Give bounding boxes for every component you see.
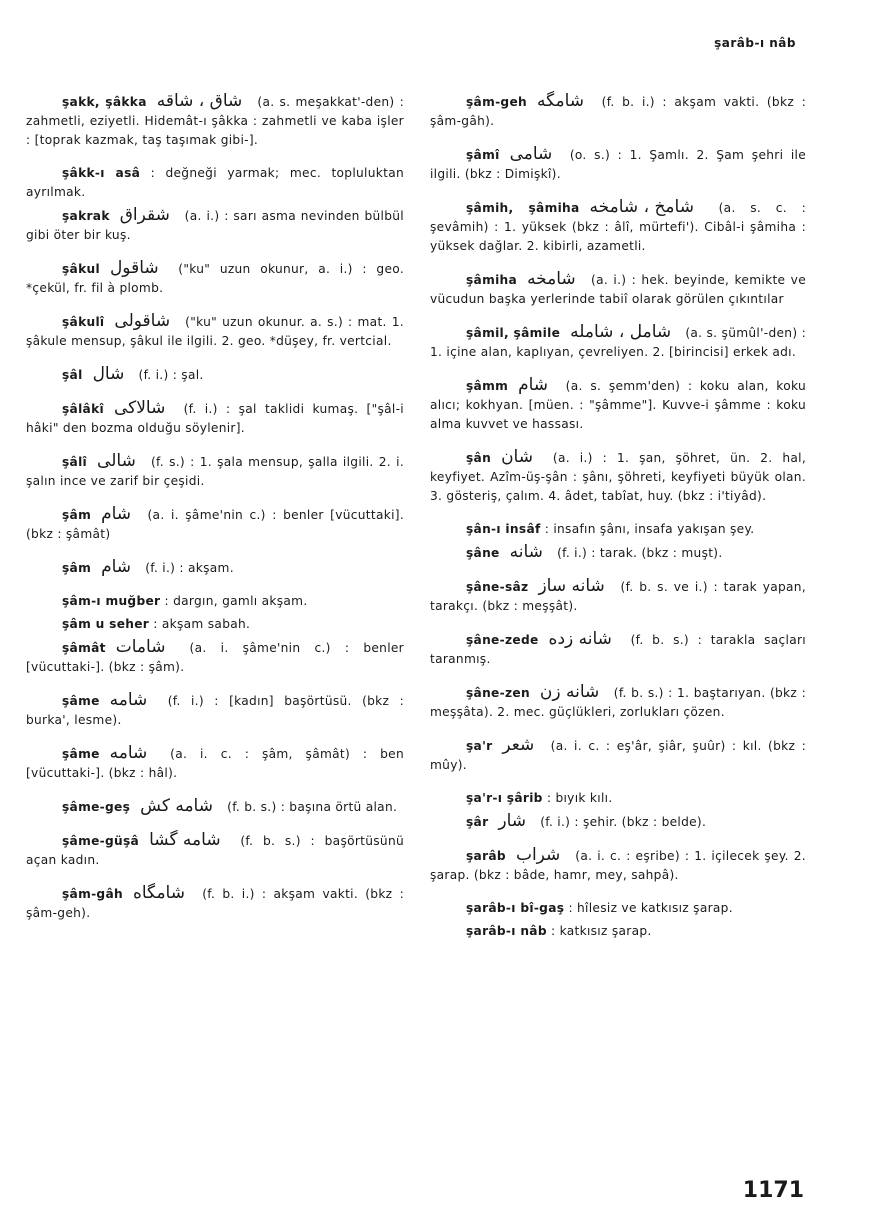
dictionary-entry (430, 577, 806, 616)
entry-definition: ("ku" uzun okunur. a. s.) : mat. 1. şâkule mensup, şâkul ile ilgili. 2. geo. *düşey, fr. vertcial. (26, 315, 404, 348)
entry-headword: şân-ı insâf (466, 522, 541, 536)
entry-arabic-script: شامه (109, 743, 148, 763)
entry-definition: (a. s. meşakkat'-den) : zahmetli, eziyetli. Hidemât-ı şâkka : zahmetli ve kaba işler : [toprak kazmak, taş taşımak gibi-]. (26, 95, 404, 147)
entry-arabic-script: شامگاه (132, 883, 185, 903)
dictionary-entry (26, 452, 404, 491)
entry-definition: (f. b. s.) : başına örtü alan. (222, 800, 398, 814)
dictionary-entry (430, 630, 806, 669)
entry-definition: (a. i. c. : şâm, şâmât) : ben [vücuttaki-]. (bkz : hâl). (26, 747, 404, 780)
entry-definition: (f. b. s.) : tarakla saçları taranmış. (430, 633, 806, 666)
entry-headword: şâmil, şâmile (466, 326, 561, 340)
entry-headword: şâm (62, 561, 92, 575)
entry-headword: şâne (466, 546, 500, 560)
dictionary-entry (430, 92, 806, 131)
entry-headword: şâlâkî (62, 402, 104, 416)
right-column (430, 92, 806, 945)
entry-definition: (a. i. şâme'nin c.) : benler [vücuttaki-]. (bkz : şâm). (26, 641, 404, 674)
entry-headword: şâkul (62, 262, 100, 276)
entry-headword: şarâb-ı nâb (466, 924, 547, 938)
entry-arabic-script: شام (101, 504, 132, 524)
entry-headword: şâlî (62, 455, 88, 469)
entry-arabic-script: شاقولى (114, 311, 171, 331)
dictionary-entry (430, 198, 806, 256)
dictionary-entry (430, 789, 806, 808)
entry-arabic-script: شام (101, 557, 132, 577)
entry-arabic-script: شراب (515, 845, 561, 865)
entry-arabic-script: شامخ ، شامخه (589, 197, 694, 217)
entry-definition: : katkısız şarap. (546, 924, 652, 938)
entry-definition: (f. i.) : [kadın] başörtüsü. (bkz : burka', lesme). (26, 694, 404, 727)
entry-headword: şarâb-ı bî-gaş (466, 901, 565, 915)
entry-headword: şarâb (466, 849, 506, 863)
entry-headword: şâme-geş (62, 800, 131, 814)
entry-headword: şân (466, 451, 492, 465)
dictionary-entry (430, 812, 806, 832)
entry-headword: şâkk-ı asâ (62, 166, 141, 180)
entry-arabic-script: شعر (502, 735, 535, 755)
entry-definition: (f. b. s.) : başörtüsünü açan kadın. (26, 834, 404, 867)
entry-arabic-script: شانه ساز (538, 576, 605, 596)
entry-headword: şâr (466, 815, 489, 829)
entry-definition: (f. i.) : akşam. (141, 561, 234, 575)
entry-arabic-script: شقراق (119, 205, 170, 225)
dictionary-entry (430, 543, 806, 563)
dictionary-entry (430, 899, 806, 918)
page-number: 1171 (742, 1178, 804, 1203)
entry-headword: şâne-zen (466, 686, 530, 700)
dictionary-entry (26, 399, 404, 438)
entry-definition: (f. b. s. ve i.) : tarak yapan, tarakçı. (bkz : meşşât). (430, 580, 806, 613)
entry-definition: : bıyık kılı. (542, 791, 613, 805)
entry-arabic-script: شار (498, 811, 527, 831)
dictionary-entry (430, 846, 806, 885)
entry-definition: (a. s. şemm'den) : koku alan, koku alıcı; kokhyan. [müen. : "şâmme"]. Kuvve-i şâmme : koku alma kuvvet ve hassası. (430, 379, 806, 431)
entry-definition: (f. i.) : şal. (134, 368, 204, 382)
entry-headword: şakk, şâkka (62, 95, 147, 109)
entry-definition: (a. i. c. : eş'âr, şiâr, şuûr) : kıl. (bkz : mûy). (430, 739, 806, 772)
entry-headword: şâne-sâz (466, 580, 529, 594)
dictionary-entry (26, 638, 404, 677)
dictionary-entry (26, 206, 404, 245)
entry-headword: şâmiha (466, 273, 518, 287)
entry-headword: şâmih, şâmiha (466, 201, 580, 215)
entry-definition: (a. s. c. : şevâmih) : 1. yüksek (bkz : âlî, mürtefi'). Cibâl-i şâmiha : yüksek dağlar. 2. kibirli, azametli. (430, 201, 806, 253)
entry-arabic-script: شان (501, 447, 533, 467)
entry-arabic-script: شانه زده (548, 629, 612, 649)
entry-arabic-script: شامات (115, 637, 166, 657)
entry-definition: : insafın şânı, insafa yakışan şey. (540, 522, 755, 536)
entry-arabic-script: شامه گشا (149, 830, 221, 850)
entry-headword: şa'r (466, 739, 493, 753)
entry-definition: (f. b. i.) : akşam vakti. (bkz : şâm-geh). (26, 887, 404, 920)
entry-definition: (a. s. şümûl'-den) : 1. içine alan, kaplıyan, çevreliyen. 2. [birincisi] erkek adı. (430, 326, 806, 359)
entry-arabic-script: شال (92, 364, 125, 384)
entry-definition: (a. i.) : hek. beyinde, kemikte ve vücudun başka yerlerinde tabiî olarak görülen çıkıntılar (430, 273, 806, 306)
entry-arabic-script: شامخه (527, 269, 576, 289)
entry-arabic-script: شانه زن (539, 682, 600, 702)
entry-headword: şâmî (466, 148, 500, 162)
entry-definition: : değneği yarmak; mec. topluluktan ayrılmak. (26, 166, 404, 199)
dictionary-entry (26, 797, 404, 817)
dictionary-entry (26, 558, 404, 578)
dictionary-entry (430, 270, 806, 309)
dictionary-entry (26, 259, 404, 298)
entry-arabic-script: شامگه (537, 91, 585, 111)
dictionary-entry (430, 520, 806, 539)
entry-headword: şâm (62, 508, 92, 522)
entry-arabic-script: شاق ، شاقه (156, 91, 243, 111)
dictionary-entry (26, 505, 404, 544)
dictionary-entry (26, 744, 404, 783)
entry-definition: : hîlesiz ve katkısız şarap. (564, 901, 733, 915)
dictionary-entry (26, 92, 404, 150)
entry-headword: şâme (62, 747, 100, 761)
left-column (26, 92, 404, 937)
running-head: şarâb-ı nâb (714, 36, 796, 50)
entry-definition: (f. i.) : şehir. (bkz : belde). (536, 815, 707, 829)
entry-arabic-script: شامه كش (140, 796, 213, 816)
dictionary-entry (430, 922, 806, 941)
entry-arabic-script: شالى (97, 451, 136, 471)
entry-definition: (a. i.) : 1. şan, şöhret, ün. 2. hal, keyfiyet. Azîm-üş-şân : şânı, şöhreti, keyfiyeti büyük olan. 3. gösteriş, çalım. 4. âdet, tabîat, huy. (bkz : i'tiyâd). (430, 451, 806, 503)
dictionary-entry (26, 831, 404, 870)
entry-headword: şâme-güşâ (62, 834, 140, 848)
entry-headword: şâne-zede (466, 633, 539, 647)
entry-definition: (f. b. i.) : akşam vakti. (bkz : şâm-gâh). (430, 95, 806, 128)
entry-headword: şâkulî (62, 315, 105, 329)
entry-definition: (a. i. c. : eşribe) : 1. içilecek şey. 2. şarap. (bkz : bâde, hamr, mey, sahpâ). (430, 849, 806, 882)
entry-arabic-script: شالاكى (113, 398, 166, 418)
entry-definition: (f. s.) : 1. şala mensup, şalla ilgili. 2. i. şalın ince ve zarif bir çeşidi. (26, 455, 404, 488)
entry-headword: şâmm (466, 379, 509, 393)
entry-arabic-script: شامى (509, 144, 553, 164)
dictionary-entry (26, 365, 404, 385)
dictionary-entry (430, 683, 806, 722)
dictionary-entry (26, 884, 404, 923)
entry-headword: şa'r-ı şârib (466, 791, 543, 805)
entry-arabic-script: شاقول (109, 258, 159, 278)
entry-headword: şâm-gâh (62, 887, 123, 901)
entry-headword: şâm u seher (62, 617, 150, 631)
dictionary-entry (430, 376, 806, 434)
entry-arabic-script: شامه (109, 690, 148, 710)
dictionary-entry (26, 164, 404, 202)
entry-definition: (f. i.) : şal taklidi kumaş. ["şâl-i hâki" den bozma olduğu söylenir]. (26, 402, 404, 435)
entry-arabic-script: شامل ، شامله (570, 322, 672, 342)
dictionary-entry (430, 323, 806, 362)
entry-definition: : akşam sabah. (149, 617, 251, 631)
dictionary-entry (26, 615, 404, 634)
dictionary-entry (26, 592, 404, 611)
entry-arabic-script: شام (518, 375, 549, 395)
dictionary-entry (26, 691, 404, 730)
entry-definition: (a. i. şâme'nin c.) : benler [vücuttaki]. (bkz : şâmât) (26, 508, 404, 541)
entry-headword: şâme (62, 694, 100, 708)
entry-definition: (f. i.) : tarak. (bkz : muşt). (552, 546, 723, 560)
entry-headword: şâm-geh (466, 95, 528, 109)
entry-definition: : dargın, gamlı akşam. (160, 594, 308, 608)
dictionary-entry (26, 312, 404, 351)
entry-definition: (f. b. s.) : 1. baştarıyan. (bkz : meşşâta). 2. mec. güçlükleri, zorlukları çözen. (430, 686, 806, 719)
entry-headword: şakrak (62, 209, 110, 223)
dictionary-entry (430, 736, 806, 775)
entry-headword: şâm-ı muğber (62, 594, 161, 608)
entry-headword: şâl (62, 368, 83, 382)
entry-arabic-script: شانه (509, 542, 543, 562)
entry-definition: (a. i.) : sarı asma nevinden bülbül gibi öter bir kuş. (26, 209, 404, 242)
dictionary-entry (430, 145, 806, 184)
entry-definition: (o. s.) : 1. Şamlı. 2. Şam şehri ile ilgili. (bkz : Dimişkî). (430, 148, 806, 181)
entry-headword: şâmât (62, 641, 106, 655)
entry-definition: ("ku" uzun okunur, a. i.) : geo. *çekül, fr. fil à plomb. (26, 262, 404, 295)
dictionary-entry (430, 448, 806, 506)
